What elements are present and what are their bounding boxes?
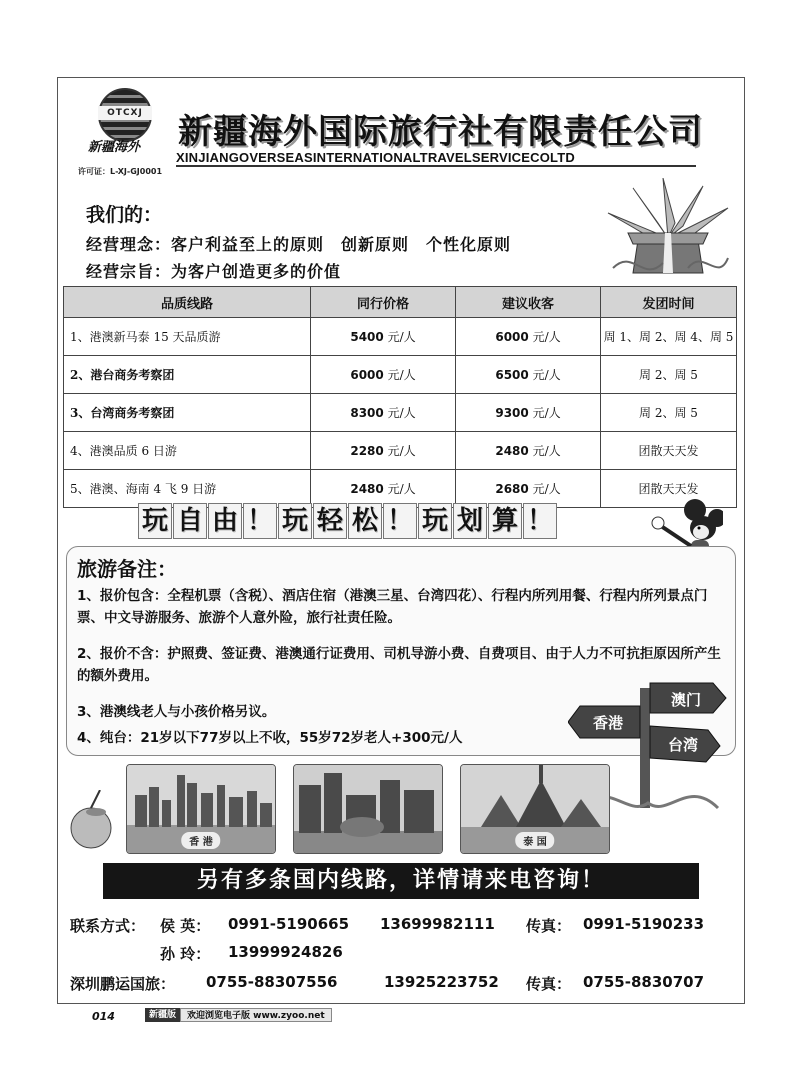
route-name: 3、台湾商务考察团 bbox=[64, 394, 311, 432]
banner-char: 轻 bbox=[313, 503, 347, 539]
peer-price: 6000 元/人 bbox=[311, 356, 456, 394]
sign-taiwan: 台湾 bbox=[667, 736, 699, 754]
sign-hongkong: 香港 bbox=[592, 714, 624, 732]
license-number: 许可证：L-XJ-GJ0001 bbox=[78, 167, 163, 176]
drink-illustration bbox=[66, 790, 116, 860]
table-row bbox=[64, 394, 737, 432]
table-row bbox=[64, 318, 737, 356]
photo-hongkong bbox=[126, 764, 276, 854]
table-row bbox=[64, 470, 737, 508]
peer-price: 2480 元/人 bbox=[311, 470, 456, 508]
route-name: 1、港澳新马泰 15 天品质游 bbox=[64, 318, 311, 356]
photo-thailand bbox=[460, 764, 610, 854]
photo-caption: 泰 国 bbox=[515, 832, 554, 849]
logo-text: 新疆海外 bbox=[88, 140, 141, 155]
note-item: 4、纯台：21岁以下77岁以上不收，55岁72岁老人+300元/人 bbox=[77, 730, 463, 746]
banner-char: 松 bbox=[348, 503, 382, 539]
contact-person-1: 侯 英： bbox=[160, 917, 211, 935]
suggested-price: 6000 元/人 bbox=[456, 318, 601, 356]
page-number: 014 bbox=[92, 1010, 115, 1023]
suggested-price: 6500 元/人 bbox=[456, 356, 601, 394]
departure-schedule: 周 2、周 5 bbox=[601, 394, 737, 432]
contact-mobile-2: 13999924826 bbox=[228, 943, 343, 961]
banner-char: 算 bbox=[488, 503, 522, 539]
col-suggested-price: 建议收客 bbox=[456, 287, 601, 318]
shenzhen-fax: 0755-8830707 bbox=[583, 973, 705, 991]
company-name-en: XINJIANGOVERSEASINTERNATIONALTRAVELSERVICECOLTD bbox=[176, 150, 575, 165]
note-item: 1、报价包含：全程机票（含税）、酒店住宿（港澳三星、台湾四花）、行程内所列用餐、行程内所列景点门票、中文导游服务、旅游个人意外险，旅行社责任险。 bbox=[77, 588, 708, 626]
table-row bbox=[64, 356, 737, 394]
edition-label: 新疆版 bbox=[145, 1008, 180, 1022]
suggested-price: 9300 元/人 bbox=[456, 394, 601, 432]
call-to-action-banner: 另有多条国内线路，详情请来电咨询！ bbox=[103, 863, 699, 899]
fun-banner bbox=[138, 503, 558, 539]
notes-title: 旅游备注： bbox=[77, 557, 177, 581]
contact-person-2: 孙 玲： bbox=[160, 945, 211, 963]
col-departure: 发团时间 bbox=[601, 287, 737, 318]
departure-schedule: 团散天天发 bbox=[601, 432, 737, 470]
gift-box-illustration bbox=[603, 178, 733, 288]
shenzhen-mobile: 13925223752 bbox=[384, 973, 499, 991]
business-philosophy: 经营理念：客户利益至上的原则 创新原则 个性化原则 bbox=[86, 235, 512, 254]
fax-label-1: 传真： bbox=[526, 917, 572, 935]
peer-price: 2280 元/人 bbox=[311, 432, 456, 470]
route-name: 4、港澳品质 6 日游 bbox=[64, 432, 311, 470]
ad-page bbox=[57, 77, 745, 1004]
shenzhen-phone: 0755-88307556 bbox=[206, 973, 338, 991]
banner-char: ！ bbox=[523, 503, 557, 539]
col-peer-price: 同行价格 bbox=[311, 287, 456, 318]
peer-price: 5400 元/人 bbox=[311, 318, 456, 356]
contact-mobile-1: 13699982111 bbox=[380, 915, 495, 933]
footer-tag bbox=[145, 1008, 332, 1022]
routes-table bbox=[63, 286, 737, 508]
business-purpose: 经营宗旨：为客户创造更多的价值 bbox=[86, 262, 342, 281]
photo-caption: 香 港 bbox=[181, 832, 220, 849]
table-row bbox=[64, 432, 737, 470]
banner-char: ！ bbox=[383, 503, 417, 539]
fax-number-1: 0991-5190233 bbox=[583, 915, 705, 933]
suggested-price: 2680 元/人 bbox=[456, 470, 601, 508]
banner-char: 划 bbox=[453, 503, 487, 539]
banner-char: 由 bbox=[208, 503, 242, 539]
suggested-price: 2480 元/人 bbox=[456, 432, 601, 470]
banner-char: 玩 bbox=[278, 503, 312, 539]
about-title: 我们的： bbox=[86, 204, 163, 226]
company-name-cn: 新疆海外国际旅行社有限责任公司 bbox=[178, 112, 703, 152]
contact-label: 联系方式： bbox=[70, 917, 146, 935]
fax-label-2: 传真： bbox=[526, 975, 572, 993]
route-name: 2、港台商务考察团 bbox=[64, 356, 311, 394]
website-slogan: 欢迎浏览电子版 www.zyoo.net bbox=[180, 1008, 332, 1022]
col-route: 品质线路 bbox=[64, 287, 311, 318]
banner-char: ！ bbox=[243, 503, 277, 539]
banner-char: 玩 bbox=[418, 503, 452, 539]
route-name: 5、港澳、海南 4 飞 9 日游 bbox=[64, 470, 311, 508]
departure-schedule: 团散天天发 bbox=[601, 470, 737, 508]
departure-schedule: 周 2、周 5 bbox=[601, 356, 737, 394]
departure-schedule: 周 1、周 2、周 4、周 5 bbox=[601, 318, 737, 356]
header-divider bbox=[176, 165, 696, 167]
contact-phone-1: 0991-5190665 bbox=[228, 915, 350, 933]
table-header-row bbox=[64, 287, 737, 318]
shenzhen-agency-label: 深圳鹏运国旅： bbox=[70, 975, 176, 993]
banner-char: 自 bbox=[173, 503, 207, 539]
banner-char: 玩 bbox=[138, 503, 172, 539]
note-item: 3、港澳线老人与小孩价格另议。 bbox=[77, 704, 276, 720]
peer-price: 8300 元/人 bbox=[311, 394, 456, 432]
sign-macau: 澳门 bbox=[670, 691, 702, 709]
logo-badge: OTCXJ bbox=[98, 106, 152, 120]
company-logo bbox=[98, 88, 152, 142]
photo-macau bbox=[293, 764, 443, 854]
note-item: 2、报价不含：护照费、签证费、港澳通行证费用、司机导游小费、自费项目、由于人力不可抗拒原因所产生的额外费用。 bbox=[77, 646, 721, 684]
